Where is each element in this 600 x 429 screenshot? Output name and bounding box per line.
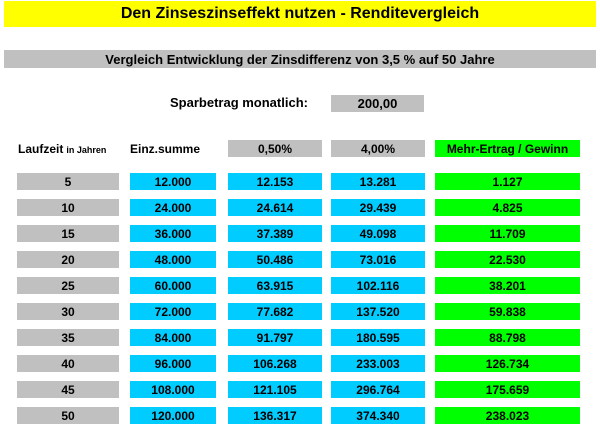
header-einzsumme: Einz.summe — [130, 141, 201, 156]
cell-gain[interactable]: 126.734 — [435, 355, 580, 372]
cell-rate-1[interactable]: 91.797 — [228, 329, 322, 346]
cell-gain[interactable]: 22.530 — [435, 251, 580, 268]
cell-rate-1[interactable]: 106.268 — [228, 355, 322, 372]
cell-laufzeit[interactable]: 40 — [17, 355, 119, 372]
cell-rate-2[interactable]: 29.439 — [331, 199, 425, 216]
cell-rate-2[interactable]: 102.116 — [331, 277, 425, 294]
cell-einzsumme[interactable]: 36.000 — [130, 225, 216, 242]
table-row — [0, 225, 600, 242]
cell-gain[interactable]: 11.709 — [435, 225, 580, 242]
table-row — [0, 355, 600, 372]
page-title: Den Zinseszinseffekt nutzen - Renditevergleich — [4, 1, 596, 27]
cell-laufzeit[interactable]: 45 — [17, 381, 119, 398]
sparbetrag-label: Sparbetrag monatlich: — [170, 95, 308, 110]
cell-einzsumme[interactable]: 96.000 — [130, 355, 216, 372]
cell-laufzeit[interactable]: 10 — [17, 199, 119, 216]
cell-einzsumme[interactable]: 84.000 — [130, 329, 216, 346]
table-row — [0, 303, 600, 320]
cell-einzsumme[interactable]: 108.000 — [130, 381, 216, 398]
cell-laufzeit[interactable]: 50 — [17, 407, 119, 424]
table-row — [0, 381, 600, 398]
cell-rate-1[interactable]: 121.105 — [228, 381, 322, 398]
table-row — [0, 407, 600, 424]
table-row — [0, 329, 600, 346]
cell-laufzeit[interactable]: 35 — [17, 329, 119, 346]
cell-gain[interactable]: 88.798 — [435, 329, 580, 346]
cell-laufzeit[interactable]: 15 — [17, 225, 119, 242]
cell-einzsumme[interactable]: 48.000 — [130, 251, 216, 268]
cell-rate-2[interactable]: 13.281 — [331, 173, 425, 190]
cell-gain[interactable]: 238.023 — [435, 407, 580, 424]
table-row — [0, 199, 600, 216]
cell-gain[interactable]: 38.201 — [435, 277, 580, 294]
header-laufzeit-unit: in Jahren — [66, 144, 107, 155]
cell-rate-2[interactable]: 73.016 — [331, 251, 425, 268]
cell-rate-2[interactable]: 180.595 — [331, 329, 425, 346]
cell-rate-1[interactable]: 37.389 — [228, 225, 322, 242]
cell-rate-1[interactable]: 50.486 — [228, 251, 322, 268]
sparbetrag-value[interactable]: 200,00 — [331, 95, 424, 112]
cell-gain[interactable]: 175.659 — [435, 381, 580, 398]
cell-einzsumme[interactable]: 12.000 — [130, 173, 216, 190]
cell-rate-1[interactable]: 12.153 — [228, 173, 322, 190]
cell-rate-1[interactable]: 77.682 — [228, 303, 322, 320]
table-row — [0, 251, 600, 268]
subtitle-banner: Vergleich Entwicklung der Zinsdifferenz von 3,5 % auf 50 Jahre — [4, 50, 596, 68]
header-rate-1[interactable]: 0,50% — [228, 140, 322, 157]
cell-gain[interactable]: 4.825 — [435, 199, 580, 216]
cell-laufzeit[interactable]: 20 — [17, 251, 119, 268]
cell-rate-2[interactable]: 296.764 — [331, 381, 425, 398]
cell-rate-1[interactable]: 63.915 — [228, 277, 322, 294]
cell-einzsumme[interactable]: 120.000 — [130, 407, 216, 424]
cell-rate-2[interactable]: 49.098 — [331, 225, 425, 242]
cell-einzsumme[interactable]: 72.000 — [130, 303, 216, 320]
header-gain: Mehr-Ertrag / Gewinn — [435, 140, 580, 157]
table-row — [0, 173, 600, 190]
cell-einzsumme[interactable]: 60.000 — [130, 277, 216, 294]
cell-laufzeit[interactable]: 5 — [17, 173, 119, 190]
cell-rate-2[interactable]: 233.003 — [331, 355, 425, 372]
header-rate-2[interactable]: 4,00% — [331, 140, 425, 157]
table-row — [0, 277, 600, 294]
cell-gain[interactable]: 1.127 — [435, 173, 580, 190]
cell-rate-1[interactable]: 136.317 — [228, 407, 322, 424]
cell-einzsumme[interactable]: 24.000 — [130, 199, 216, 216]
cell-laufzeit[interactable]: 30 — [17, 303, 119, 320]
cell-laufzeit[interactable]: 25 — [17, 277, 119, 294]
cell-rate-1[interactable]: 24.614 — [228, 199, 322, 216]
cell-rate-2[interactable]: 374.340 — [331, 407, 425, 424]
header-laufzeit — [18, 140, 106, 157]
cell-rate-2[interactable]: 137.520 — [331, 303, 425, 320]
header-laufzeit-label: Laufzeit — [18, 141, 64, 156]
cell-gain[interactable]: 59.838 — [435, 303, 580, 320]
